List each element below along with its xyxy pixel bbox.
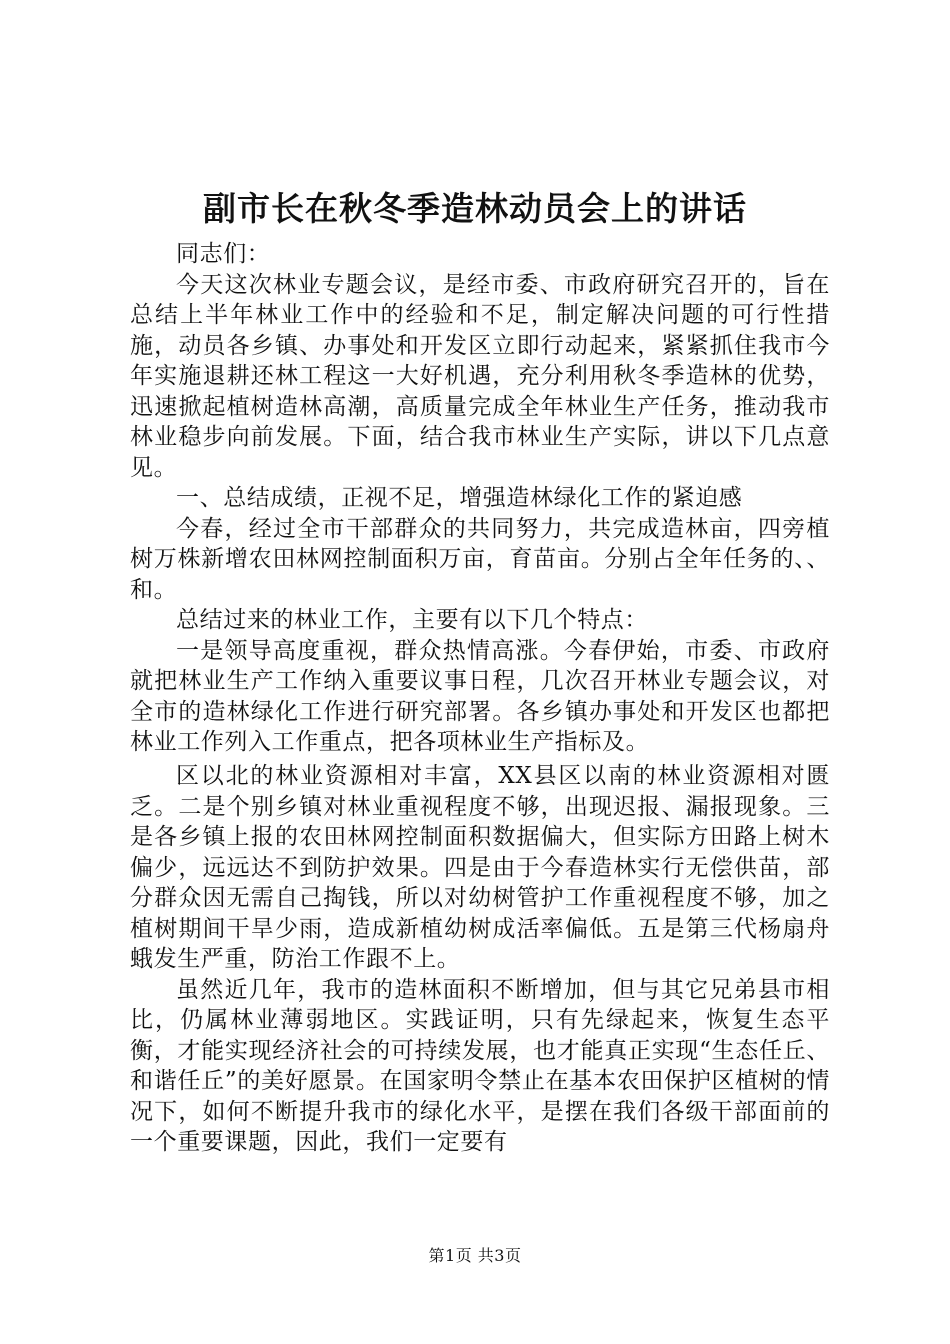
paragraph: 总结过来的林业工作，主要有以下几个特点：: [176, 607, 648, 633]
paragraph: 一是领导高度重视，群众热情高涨。今春伊始，市委、市政府就把林业生产工作纳入重要议事日程，几次召开林业专题会议，对全市的造林绿化工作进行研究部署。各乡镇办事处和开发区也都把林业工作列入工作重点，把各项林业生产指标及。: [130, 637, 830, 755]
document-title: 副市长在秋冬季造林动员会上的讲话: [203, 189, 747, 228]
section-heading: 一、总结成绩，正视不足，增强造林绿化工作的紧迫感: [176, 485, 743, 511]
body-section-2: [130, 761, 830, 1158]
body-section-1: [130, 239, 830, 758]
paragraph: 今春，经过全市干部群众的共同努力，共完成造林亩，四旁植树万株新增农田林网控制面积万亩，育苗亩。分别占全年任务的、、和。: [130, 515, 830, 603]
paragraph: 虽然近几年，我市的造林面积不断增加，但与其它兄弟县市相比，仍属林业薄弱地区。实践证明，只有先绿起来，恢复生态平衡，才能实现经济社会的可持续发展，也才能真正实现“生态任丘、和谐任丘”的美好愿景。在国家明令禁止在基本农田保护区植树的情况下，如何不断提升我市的绿化水平，是摆在我们各级干部面前的一个重要课题，因此，我们一定要有: [130, 976, 830, 1155]
paragraph: 区以北的林业资源相对丰富，XX县区以南的林业资源相对匮乏。二是个别乡镇对林业重视程度不够，出现迟报、漏报现象。三是各乡镇上报的农田林网控制面积数据偏大，但实际方田路上树木偏少，远远达不到防护效果。四是由于今春造林实行无偿供苗，部分群众因无需自己掏钱，所以对幼树管护工作重视程度不够，加之植树期间干旱少雨，造成新植幼树成活率偏低。五是第三代杨扇舟蛾发生严重，防治工作跟不上。: [130, 763, 830, 972]
page-number-footer: 第1页 共3页: [428, 1246, 522, 1265]
salutation: 同志们：: [176, 241, 271, 267]
paragraph: 今天这次林业专题会议，是经市委、市政府研究召开的，旨在总结上半年林业工作中的经验和不足，制定解决问题的可行性措施，动员各乡镇、办事处和开发区立即行动起来，紧紧抓住我市今年实施退耕还林工程这一大好机遇，充分利用秋冬季造林的优势，迅速掀起植树造林高潮，高质量完成全年林业生产任务，推动我市林业稳步向前发展。下面，结合我市林业生产实际，讲以下几点意见。: [130, 271, 830, 481]
